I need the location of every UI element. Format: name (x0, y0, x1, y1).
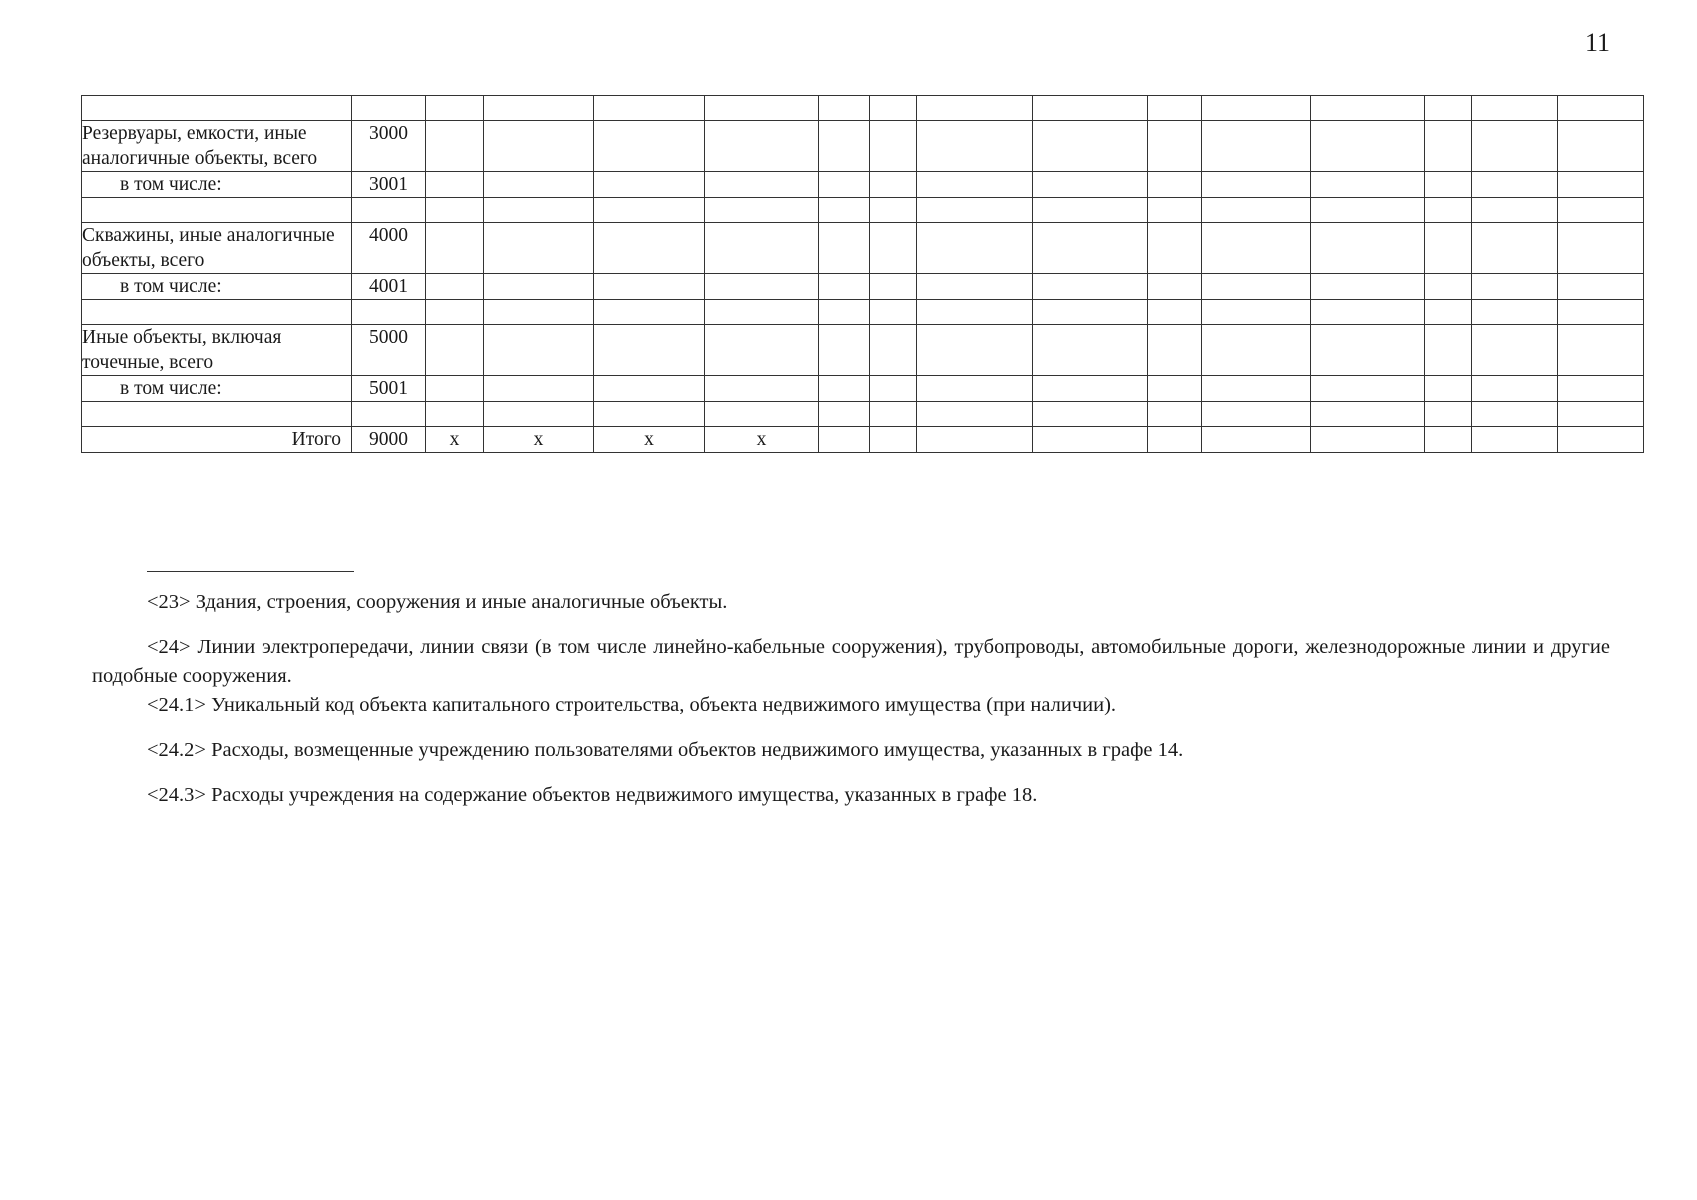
empty-cell (1033, 300, 1148, 325)
footnote-rule (147, 571, 354, 572)
empty-cell (1558, 325, 1644, 376)
empty-cell (819, 300, 870, 325)
empty-cell (870, 325, 917, 376)
empty-cell (819, 223, 870, 274)
empty-cell (870, 198, 917, 223)
empty-cell (819, 198, 870, 223)
empty-cell (1148, 274, 1202, 300)
empty-cell (1148, 198, 1202, 223)
row-label: Скважины, иные аналогичные объекты, всего (82, 223, 352, 274)
empty-cell (1472, 402, 1558, 427)
empty-cell (870, 300, 917, 325)
empty-cell (1311, 376, 1425, 402)
empty-cell (484, 172, 594, 198)
empty-cell (594, 96, 705, 121)
empty-cell (1425, 96, 1472, 121)
empty-cell (1311, 274, 1425, 300)
empty-cell (917, 172, 1033, 198)
empty-cell (917, 402, 1033, 427)
empty-cell (917, 300, 1033, 325)
empty-cell (1558, 172, 1644, 198)
empty-cell (484, 96, 594, 121)
empty-cell (917, 274, 1033, 300)
empty-cell (1148, 402, 1202, 427)
empty-cell (1202, 96, 1311, 121)
row-code: 9000 (352, 427, 426, 453)
empty-cell (917, 96, 1033, 121)
empty-cell (1033, 325, 1148, 376)
empty-cell (1148, 427, 1202, 453)
empty-cell (1311, 172, 1425, 198)
table-row (82, 427, 1644, 453)
empty-cell (1033, 427, 1148, 453)
empty-cell (917, 121, 1033, 172)
empty-cell (1033, 172, 1148, 198)
empty-cell (426, 223, 484, 274)
empty-cell (1311, 402, 1425, 427)
row-label: в том числе: (82, 274, 352, 300)
empty-cell (1558, 121, 1644, 172)
table-row (82, 96, 1644, 121)
empty-cell (1425, 172, 1472, 198)
empty-cell (1425, 223, 1472, 274)
empty-cell (1033, 198, 1148, 223)
empty-cell (819, 274, 870, 300)
empty-cell (705, 376, 819, 402)
empty-cell (1033, 121, 1148, 172)
empty-cell (705, 121, 819, 172)
empty-cell (819, 121, 870, 172)
empty-cell (1311, 325, 1425, 376)
empty-cell (1472, 96, 1558, 121)
empty-cell (705, 198, 819, 223)
empty-cell (426, 172, 484, 198)
empty-cell (819, 172, 870, 198)
empty-cell (1558, 427, 1644, 453)
not-applicable-mark: x (426, 427, 484, 453)
empty-cell (426, 96, 484, 121)
footnote-24-1: <24.1> Уникальный код объекта капитального строительства, объекта недвижимого имущества (при наличии). (147, 694, 1117, 716)
empty-cell (1202, 376, 1311, 402)
footnote-24-2: <24.2> Расходы, возмещенные учреждению пользователями объектов недвижимого имущества, указанных в графе 14. (147, 739, 1184, 761)
row-code (352, 300, 426, 325)
table-row (82, 198, 1644, 223)
empty-cell (1202, 325, 1311, 376)
footnotes (92, 588, 1610, 810)
empty-cell (819, 376, 870, 402)
row-code (352, 96, 426, 121)
empty-cell (1033, 223, 1148, 274)
empty-cell (594, 376, 705, 402)
footnote-23: <23> Здания, строения, сооружения и иные аналогичные объекты. (147, 591, 728, 613)
footnote-24: <24> Линии электропередачи, линии связи (в том числе линейно-кабельные сооружения), трубопроводы, автомобильные дороги, железнодорожные линии и другие подобные сооружения. (92, 636, 1610, 687)
table-row (82, 223, 1644, 274)
not-applicable-mark: x (594, 427, 705, 453)
empty-cell (1558, 223, 1644, 274)
empty-cell (1472, 325, 1558, 376)
empty-cell (594, 172, 705, 198)
empty-cell (917, 427, 1033, 453)
empty-cell (1472, 198, 1558, 223)
empty-cell (594, 121, 705, 172)
empty-cell (484, 325, 594, 376)
empty-cell (1425, 274, 1472, 300)
empty-cell (1148, 121, 1202, 172)
empty-cell (819, 427, 870, 453)
empty-cell (1202, 274, 1311, 300)
empty-cell (1202, 172, 1311, 198)
empty-cell (1148, 325, 1202, 376)
footnote-24-3: <24.3> Расходы учреждения на содержание объектов недвижимого имущества, указанных в графе 18. (147, 784, 1038, 806)
empty-cell (870, 223, 917, 274)
row-label: Итого (82, 427, 352, 453)
not-applicable-mark: x (705, 427, 819, 453)
empty-cell (1033, 274, 1148, 300)
empty-cell (484, 402, 594, 427)
empty-cell (484, 300, 594, 325)
empty-cell (819, 402, 870, 427)
empty-cell (1311, 198, 1425, 223)
empty-cell (917, 325, 1033, 376)
empty-cell (1472, 376, 1558, 402)
empty-cell (1558, 402, 1644, 427)
empty-cell (484, 198, 594, 223)
row-code: 4001 (352, 274, 426, 300)
empty-cell (705, 223, 819, 274)
empty-cell (426, 121, 484, 172)
empty-cell (1558, 96, 1644, 121)
empty-cell (426, 300, 484, 325)
empty-cell (1148, 376, 1202, 402)
empty-cell (484, 223, 594, 274)
table-row (82, 376, 1644, 402)
page-number: 11 (1585, 28, 1611, 57)
empty-cell (1311, 96, 1425, 121)
empty-cell (1202, 402, 1311, 427)
empty-cell (1472, 274, 1558, 300)
empty-cell (484, 376, 594, 402)
empty-cell (870, 427, 917, 453)
empty-cell (1202, 121, 1311, 172)
empty-cell (594, 274, 705, 300)
row-label (82, 300, 352, 325)
empty-cell (1311, 300, 1425, 325)
empty-cell (1425, 300, 1472, 325)
table-row (82, 325, 1644, 376)
empty-cell (819, 96, 870, 121)
empty-cell (426, 325, 484, 376)
empty-cell (1425, 402, 1472, 427)
not-applicable-mark: x (484, 427, 594, 453)
empty-cell (1311, 427, 1425, 453)
row-code: 5000 (352, 325, 426, 376)
empty-cell (1033, 402, 1148, 427)
empty-cell (1472, 172, 1558, 198)
empty-cell (484, 274, 594, 300)
empty-cell (594, 402, 705, 427)
empty-cell (484, 121, 594, 172)
empty-cell (594, 223, 705, 274)
empty-cell (705, 96, 819, 121)
row-code: 3001 (352, 172, 426, 198)
row-code: 5001 (352, 376, 426, 402)
empty-cell (1148, 300, 1202, 325)
row-label: в том числе: (82, 376, 352, 402)
empty-cell (870, 376, 917, 402)
table-row (82, 172, 1644, 198)
empty-cell (1558, 376, 1644, 402)
empty-cell (1033, 96, 1148, 121)
row-code (352, 402, 426, 427)
empty-cell (705, 172, 819, 198)
empty-cell (870, 274, 917, 300)
empty-cell (1202, 223, 1311, 274)
empty-cell (1202, 427, 1311, 453)
empty-cell (1425, 121, 1472, 172)
empty-cell (705, 300, 819, 325)
row-code: 4000 (352, 223, 426, 274)
empty-cell (870, 96, 917, 121)
empty-cell (1558, 198, 1644, 223)
empty-cell (705, 325, 819, 376)
empty-cell (1472, 427, 1558, 453)
empty-cell (1148, 96, 1202, 121)
empty-cell (594, 325, 705, 376)
empty-cell (1148, 223, 1202, 274)
empty-cell (870, 402, 917, 427)
empty-cell (1425, 198, 1472, 223)
empty-cell (594, 198, 705, 223)
empty-cell (1472, 223, 1558, 274)
empty-cell (1202, 300, 1311, 325)
empty-cell (1558, 274, 1644, 300)
row-code (352, 198, 426, 223)
row-label (82, 96, 352, 121)
empty-cell (819, 325, 870, 376)
row-label: в том числе: (82, 172, 352, 198)
empty-cell (917, 198, 1033, 223)
table-row (82, 402, 1644, 427)
row-code: 3000 (352, 121, 426, 172)
empty-cell (1148, 172, 1202, 198)
table-row (82, 300, 1644, 325)
empty-cell (1425, 427, 1472, 453)
empty-cell (426, 198, 484, 223)
empty-cell (1425, 325, 1472, 376)
empty-cell (1472, 121, 1558, 172)
row-label (82, 198, 352, 223)
empty-cell (1311, 223, 1425, 274)
empty-cell (1472, 300, 1558, 325)
empty-cell (1425, 376, 1472, 402)
empty-cell (1311, 121, 1425, 172)
empty-cell (870, 121, 917, 172)
empty-cell (917, 376, 1033, 402)
empty-cell (1202, 198, 1311, 223)
empty-cell (426, 274, 484, 300)
empty-cell (870, 172, 917, 198)
row-label: Резервуары, емкости, иные аналогичные объекты, всего (82, 121, 352, 172)
table-row (82, 121, 1644, 172)
row-label (82, 402, 352, 427)
empty-cell (426, 402, 484, 427)
empty-cell (705, 274, 819, 300)
empty-cell (426, 376, 484, 402)
empty-cell (1558, 300, 1644, 325)
table-row (82, 274, 1644, 300)
empty-cell (1033, 376, 1148, 402)
row-label: Иные объекты, включая точечные, всего (82, 325, 352, 376)
property-table (81, 95, 1644, 453)
empty-cell (705, 402, 819, 427)
empty-cell (594, 300, 705, 325)
empty-cell (917, 223, 1033, 274)
